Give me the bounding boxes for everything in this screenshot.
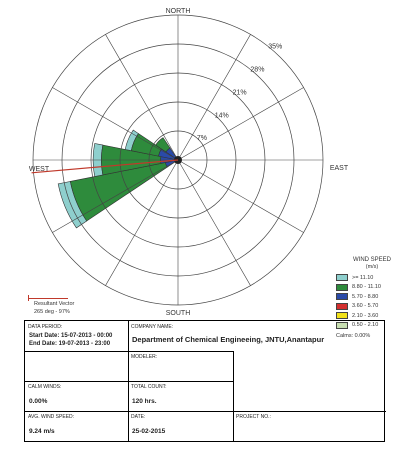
company-name: Department of Chemical Engineeing, JNTU,Anantapur [132,335,325,344]
legend-calms: Calms: 0.00% [336,333,371,339]
legend-title: WIND SPEED [352,257,391,263]
data-period-label: DATA PERIOD: [28,324,63,330]
ring-label: 35% [268,43,283,51]
company-label: COMPANY NAME: [131,324,174,330]
legend-entry [336,292,408,302]
ring-label: 14% [214,112,229,120]
ring-label: 28% [250,66,265,74]
avg-speed-label: AVG. WIND SPEED: [28,414,75,420]
grid-spoke [178,34,251,160]
calm-winds-label: CALM WINDS: [28,384,62,390]
direction-label: SOUTH [165,310,191,317]
date-cell [128,411,233,441]
resultant-vector-swatch [28,298,68,299]
legend-label: >= 11.10 [352,274,374,281]
project-cell [233,411,386,441]
legend-entry [336,302,408,312]
grid-spoke [178,160,251,286]
total-count-label: TOTAL COUNT: [131,384,167,390]
legend-swatch [336,284,348,291]
company-cell [128,321,386,351]
total-count-cell [128,381,233,411]
petal-layer [58,130,178,228]
polar-grid [32,15,323,305]
modeler-label: MODELER: [131,354,158,360]
legend-swatch [336,293,348,300]
date-value: 25-02-2015 [132,428,166,435]
legend-entry [336,283,408,293]
direction-label: EAST [329,165,349,172]
avg-speed-value: 9.24 m/s [29,428,55,435]
resultant-vector-label: Resultant Vector [34,301,75,307]
end-date: End Date: 19-07-2013 - 23:00 [29,341,111,347]
info-table [24,320,385,442]
legend-swatch [336,274,348,281]
avg-speed-cell [25,411,128,441]
calm-winds-value: 0.00% [29,398,48,405]
legend-label: 8.80 - 11.10 [352,284,381,291]
modeler-cell [128,351,233,381]
legend-entry [336,273,408,283]
grid-spoke [178,88,304,161]
grid-spoke [178,160,304,233]
ring-label: 21% [232,89,247,97]
legend-label: 5.70 - 8.80 [352,293,379,300]
start-date: Start Date: 15-07-2013 - 00:00 [29,333,113,339]
axis-labels [29,8,349,317]
ring-label: 7% [196,135,207,143]
legend-swatch [336,312,348,319]
legend-unit: (m/s) [365,264,379,270]
calm-winds-cell [25,381,128,411]
project-label: PROJECT NO.: [236,414,271,420]
total-count-value: 120 hrs. [132,398,157,405]
resultant-vector-value: 265 deg - 97% [34,309,70,315]
date-label: DATE: [131,414,146,420]
legend-label: 0.50 - 2.10 [352,322,379,329]
legend-label: 2.10 - 3.60 [352,312,379,319]
legend-label: 3.60 - 5.70 [352,303,379,310]
direction-label: WEST [28,166,50,173]
data-period-cell [25,321,128,351]
legend-swatch [336,303,348,310]
direction-label: NORTH [165,8,191,15]
